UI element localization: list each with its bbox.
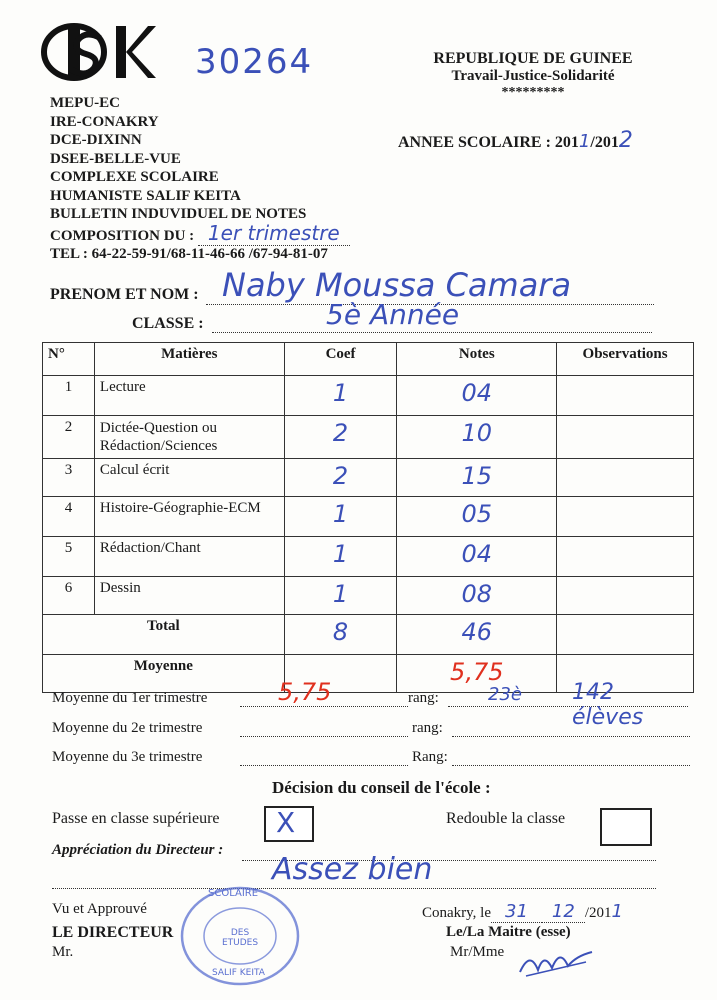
row-number: 4 [43, 497, 95, 537]
row-subject-line2: Rédaction/Sciences [99, 438, 218, 454]
t1-value: 5,75 [278, 678, 332, 706]
date-year-suffix: 1 [611, 901, 623, 922]
total-notes: 46 [397, 615, 557, 655]
composition-label: COMPOSITION DU : [50, 227, 195, 244]
name-label: PRENOM ET NOM : [50, 286, 199, 303]
school-year-label: ANNEE SCOLAIRE : 201 [398, 134, 579, 151]
row-note: 08 [397, 577, 557, 615]
composition-line [50, 220, 350, 246]
school-year-b: 2 [618, 128, 633, 153]
t1-rang-label: rang: [408, 690, 439, 706]
row-coef: 1 [284, 537, 397, 577]
class-label: CLASSE : [132, 315, 204, 332]
row-number: 3 [43, 459, 95, 497]
teacher-signature [516, 942, 596, 982]
row-observation [557, 459, 694, 497]
place-date-label: Conakry, le [422, 905, 492, 921]
director-mr: Mr. [52, 944, 74, 960]
t3-rang-dots [452, 751, 690, 766]
republic-block [418, 50, 648, 101]
header-line: HUMANISTE SALIF KEITA [50, 187, 241, 204]
teacher-mr-mme: Mr/Mme [450, 944, 505, 960]
header-line: BULLETIN INDUVIDUEL DE NOTES [50, 206, 307, 222]
total-row [43, 615, 694, 655]
repeat-label: Redouble la classe [446, 810, 566, 827]
pass-label: Passe en classe supérieure [52, 810, 220, 827]
row-observation [557, 416, 694, 459]
total-label: Total [43, 615, 285, 655]
t2-rang-dots [452, 722, 690, 737]
col-header-subjects: Matières [94, 343, 284, 376]
grades-table [42, 342, 694, 693]
t2-rang-label: rang: [412, 720, 443, 736]
t1-rang-value: 23è [488, 684, 522, 705]
table-row [43, 497, 694, 537]
row-coef: 1 [284, 577, 397, 615]
row-subject: Rédaction/Chant [94, 537, 284, 577]
date-year-prefix: /201 [584, 905, 612, 921]
col-header-observations: Observations [557, 343, 694, 376]
decision-title: Décision du conseil de l'école : [272, 778, 491, 797]
row-observation [557, 577, 694, 615]
t1-label: Moyenne du 1er trimestre [52, 690, 208, 706]
stamp-bottom-text: SALIF KEITA [212, 968, 265, 978]
header-line: DSEE-BELLE-VUE [50, 150, 181, 167]
stamp-outer-text: SCOLAIRE [208, 888, 259, 899]
table-row [43, 416, 694, 459]
seen-approved: Vu et Approuvé [52, 901, 147, 917]
row-note: 05 [397, 497, 557, 537]
header-line: IRE-CONAKRY [50, 113, 159, 130]
row-number: 2 [43, 416, 95, 459]
appreciation-label: Appréciation du Directeur : [52, 842, 224, 858]
average-value: 5,75 [397, 655, 557, 693]
school-year [398, 128, 633, 153]
student-name: Naby Moussa Camara [222, 266, 572, 304]
row-number: 5 [43, 537, 95, 577]
row-subject: Histoire-Géographie-ECM [94, 497, 284, 537]
appreciation-value: Assez bien [272, 852, 433, 887]
t3-dots [240, 751, 408, 766]
stamp-inner-text: DES ETUDES [221, 928, 259, 948]
total-coef: 8 [284, 615, 397, 655]
date-month: 12 [542, 901, 585, 923]
row-note: 04 [397, 376, 557, 416]
ministry-block [50, 94, 350, 264]
row-coef: 1 [284, 497, 397, 537]
row-note: 04 [397, 537, 557, 577]
pass-mark: X [276, 806, 296, 839]
director-title: LE DIRECTEUR [52, 924, 174, 941]
col-header-number: N° [43, 343, 95, 376]
table-header-row [43, 343, 694, 376]
t2-dots [240, 722, 408, 737]
file-number: 30264 [195, 42, 314, 82]
table-row [43, 459, 694, 497]
row-number: 6 [43, 577, 95, 615]
t2-label: Moyenne du 2e trimestre [52, 720, 203, 736]
t3-rang-label: Rang: [412, 749, 448, 765]
row-subject: Calcul écrit [94, 459, 284, 497]
row-subject: Dessin [94, 577, 284, 615]
row-observation [557, 537, 694, 577]
composition-value: 1er trimestre [198, 221, 350, 246]
row-coef: 1 [284, 376, 397, 416]
republic-title: REPUBLIQUE DE GUINEE [433, 50, 633, 67]
school-logo [38, 20, 158, 84]
stars: ********* [501, 85, 565, 100]
date-day: 31 [491, 901, 542, 923]
t3-label: Moyenne du 3e trimestre [52, 749, 203, 765]
average-label: Moyenne [43, 655, 285, 693]
header-line: DCE-DIXINN [50, 132, 142, 148]
row-coef: 2 [284, 416, 397, 459]
row-observation [557, 497, 694, 537]
row-note: 10 [397, 416, 557, 459]
table-row [43, 376, 694, 416]
trimester-2-line [52, 720, 692, 737]
class-value: 5è Année [326, 298, 460, 331]
row-subject-line1: Dictée-Question ou [99, 420, 217, 436]
row-subject [94, 416, 284, 459]
school-year-a: 1 [578, 131, 591, 152]
header-line: MEPU-EC [50, 95, 120, 111]
row-coef: 2 [284, 459, 397, 497]
place-date [422, 901, 623, 922]
motto: Travail-Justice-Solidarité [451, 68, 615, 84]
col-header-notes: Notes [397, 343, 557, 376]
header-line: COMPLEXE SCOLAIRE [50, 169, 219, 185]
school-year-mid: /201 [590, 134, 619, 151]
trimester-3-line [52, 749, 692, 766]
repeat-checkbox[interactable] [600, 808, 652, 846]
row-subject: Lecture [94, 376, 284, 416]
col-header-coef: Coef [284, 343, 397, 376]
total-observation [557, 615, 694, 655]
row-observation [557, 376, 694, 416]
teacher-title: Le/La Maitre (esse) [446, 924, 571, 940]
phone-line: TEL : 64-22-59-91/68-11-46-66 /67-94-81-07 [50, 246, 328, 262]
school-stamp [178, 884, 302, 988]
table-row [43, 577, 694, 615]
row-number: 1 [43, 376, 95, 416]
table-row [43, 537, 694, 577]
row-note: 15 [397, 459, 557, 497]
t1-eleves: 142 élèves [572, 680, 644, 730]
